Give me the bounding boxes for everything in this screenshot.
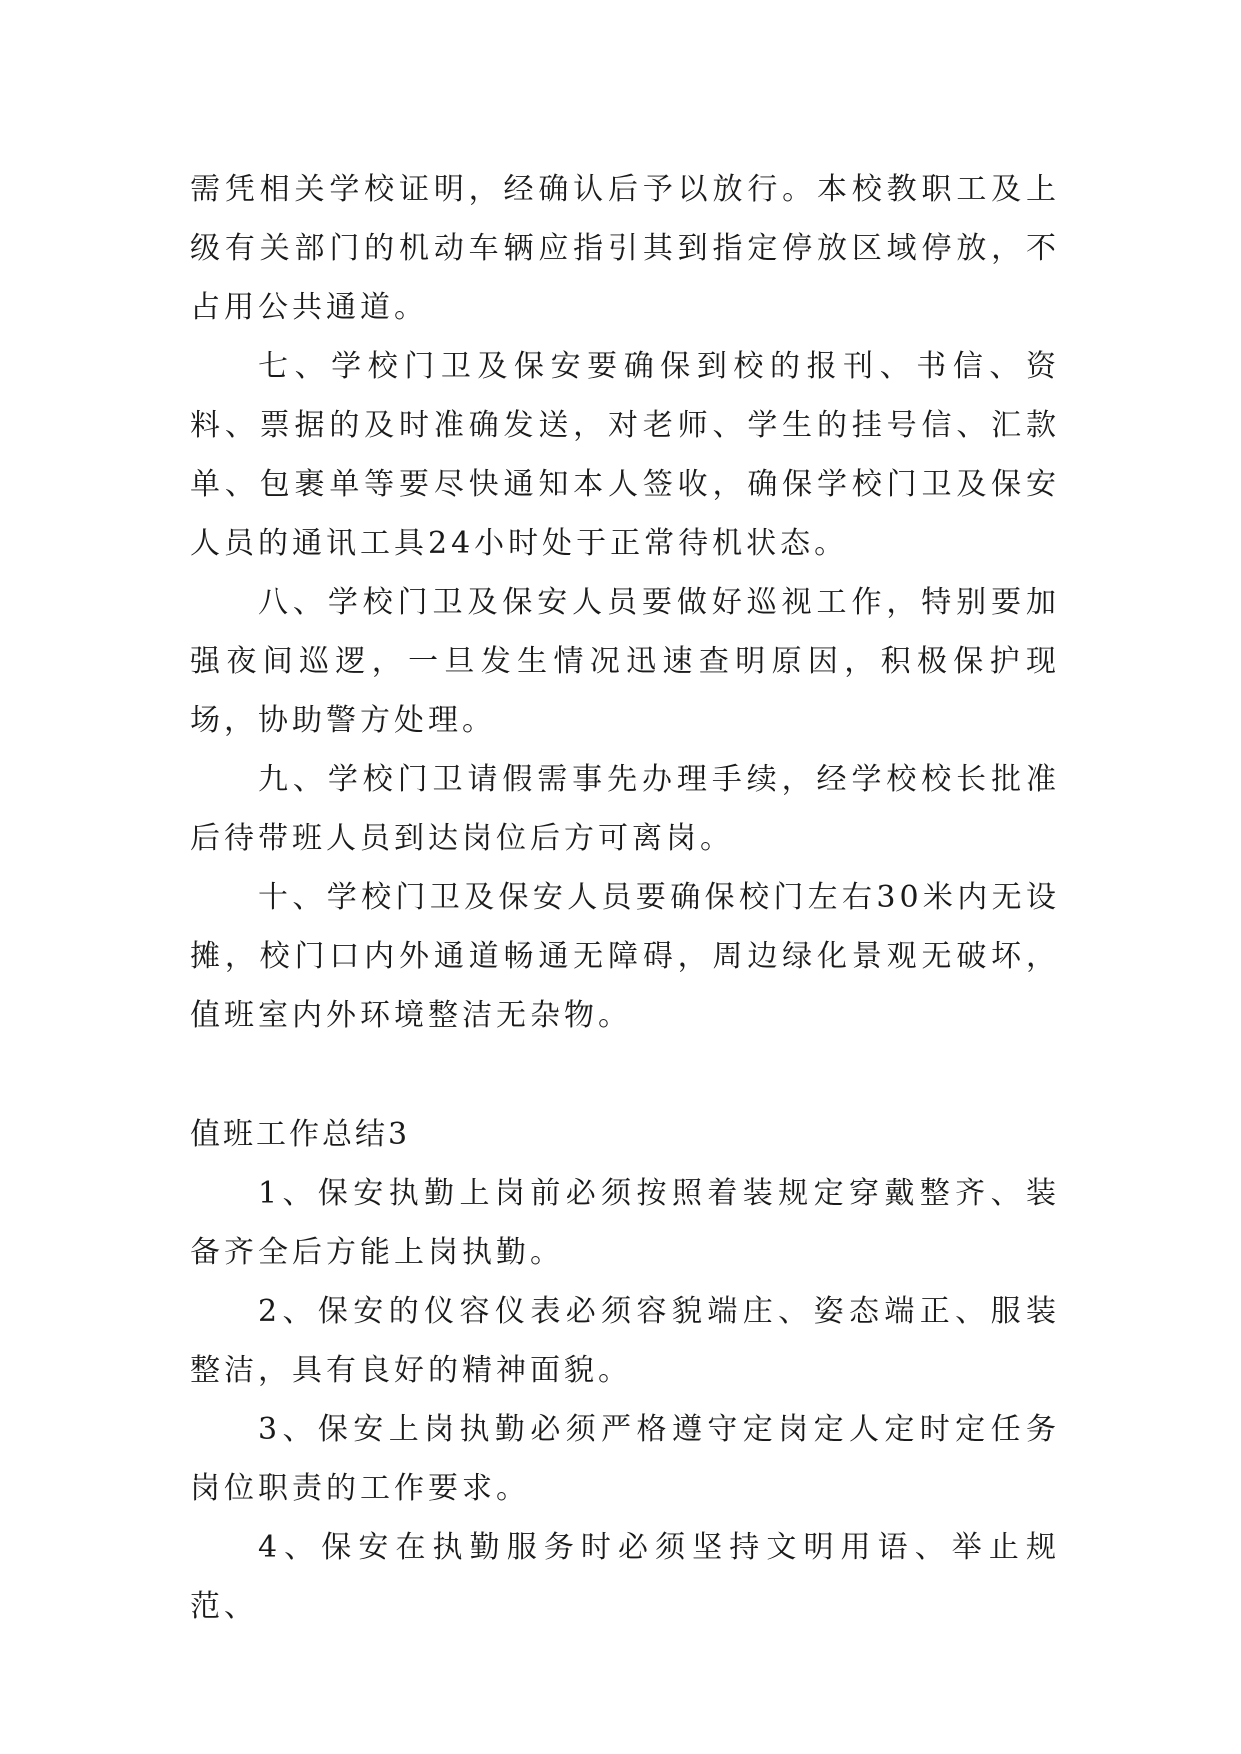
- section-title: 值班工作总结3: [190, 1117, 411, 1152]
- paragraph-item-9: 九、学校门卫请假需事先办理手续，经学校校长批准后待带班人员到达岗位后方可离岗。: [190, 762, 1060, 856]
- document-body: [190, 160, 1060, 1636]
- paragraph-rule-2: 2、保安的仪容仪表必须容貌端庄、姿态端正、服装整洁，具有良好的精神面貌。: [190, 1294, 1060, 1388]
- paragraph-continuation: 需凭相关学校证明，经确认后予以放行。本校教职工及上级有关部门的机动车辆应指引其到指定停放区域停放，不占用公共通道。: [190, 172, 1060, 325]
- paragraph-item-10: 十、学校门卫及保安人员要确保校门左右30米内无设摊，校门口内外通道畅通无障碍，周边绿化景观无破坏，值班室内外环境整洁无杂物。: [190, 880, 1060, 1033]
- paragraph-item-8: 八、学校门卫及保安人员要做好巡视工作，特别要加强夜间巡逻，一旦发生情况迅速查明原因，积极保护现场，协助警方处理。: [190, 585, 1060, 738]
- paragraph-item-7: 七、学校门卫及保安要确保到校的报刊、书信、资料、票据的及时准确发送，对老师、学生的挂号信、汇款单、包裹单等要尽快通知本人签收，确保学校门卫及保安人员的通讯工具24小时处于正常待机状态。: [190, 349, 1060, 561]
- paragraph-rule-1: 1、保安执勤上岗前必须按照着装规定穿戴整齐、装备齐全后方能上岗执勤。: [190, 1176, 1060, 1270]
- paragraph-rule-3: 3、保安上岗执勤必须严格遵守定岗定人定时定任务岗位职责的工作要求。: [190, 1412, 1060, 1506]
- paragraph-rule-4: 4、保安在执勤服务时必须坚持文明用语、举止规范、: [190, 1530, 1060, 1624]
